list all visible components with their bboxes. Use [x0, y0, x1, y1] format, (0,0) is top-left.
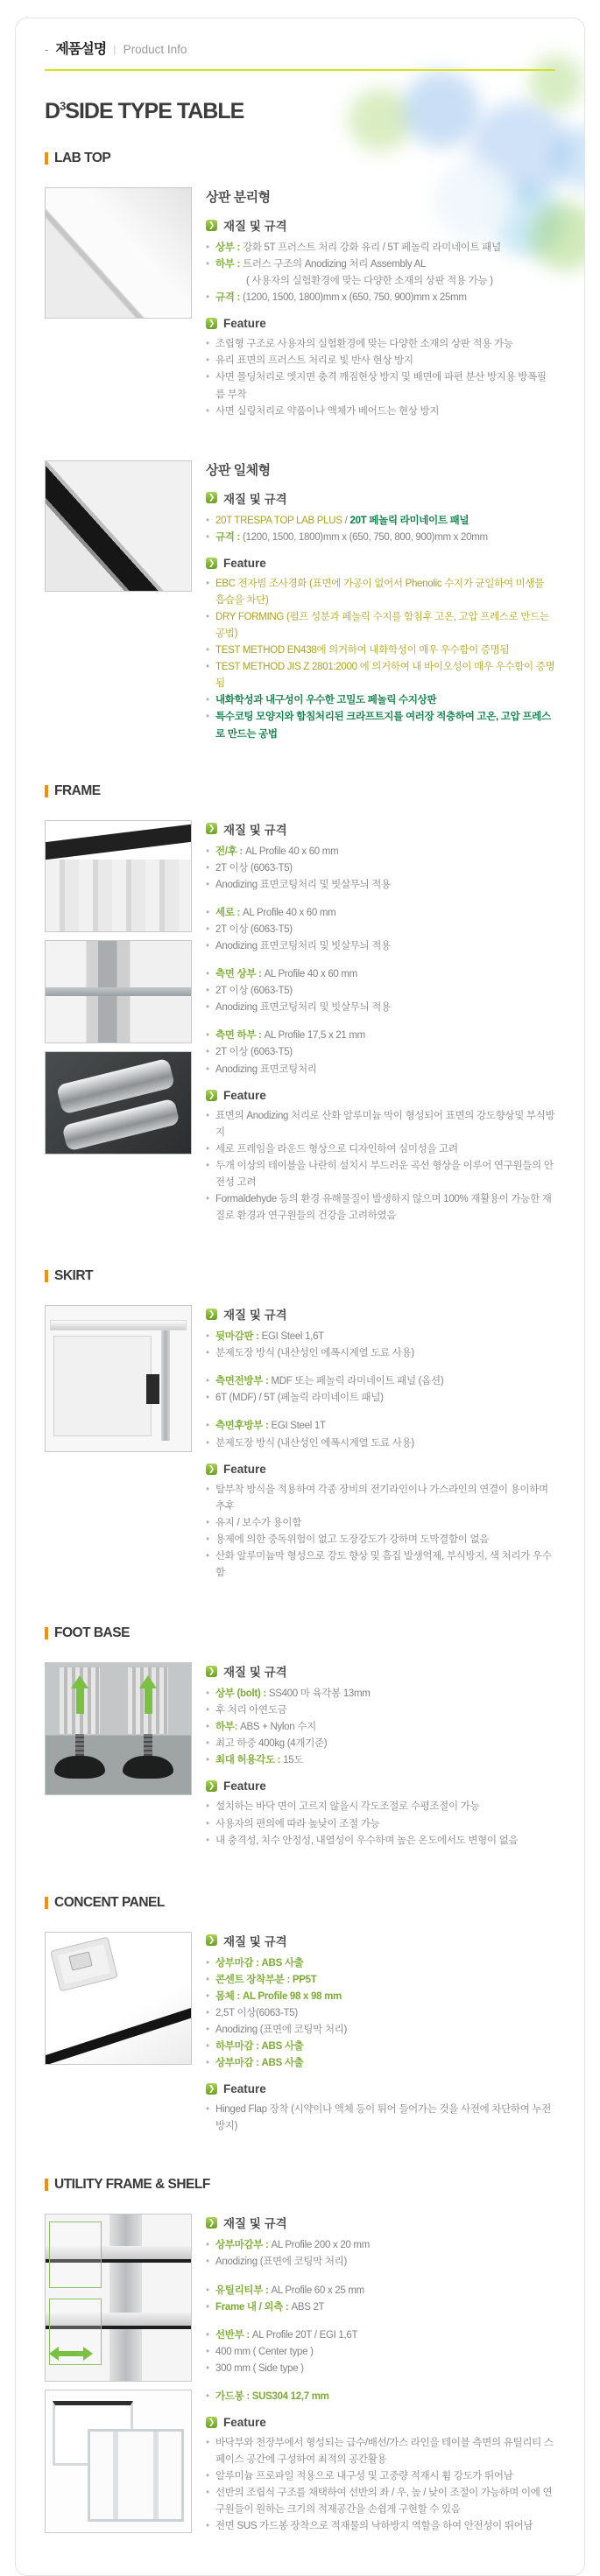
concent-block — [45, 1932, 555, 2136]
spec-item: ( 사용자의 실험환경에 맞는 다양한 소재의 상판 적용 가능 ) — [246, 276, 493, 287]
spec-list — [206, 513, 555, 546]
feature-item: • 특수코팅 모양지와 함침처리된 크라프트지를 여러장 적층하여 고온, 고압 프레스로 만드는 공법 — [206, 709, 555, 742]
spec-item: • Anodizing (표면에 코팅막 처리) — [206, 2022, 555, 2039]
feature-item: • 설치하는 바닥 면이 고르지 않을시 각도조절로 수평조절이 가능 — [206, 1799, 555, 1815]
spec-item: • 뒷마감판 : EGI Steel 1,6T — [206, 1329, 555, 1345]
spec-item: • 콘센트 장착부분 : PP5T — [206, 1972, 555, 1989]
spec-item: • Anodizing 표면코팅처리 및 빗살무늬 적용 — [206, 1000, 555, 1016]
arrow-badge-icon: ❯ — [206, 558, 217, 569]
section-heading-concent: CONCENT PANEL — [45, 1895, 555, 1911]
spec-item: • 가드봉 : SUS304 12,7 mm — [206, 2389, 555, 2405]
spec-list — [206, 240, 555, 306]
section-heading-labtop: LAB TOP — [45, 151, 555, 166]
product-info-card — [15, 18, 585, 2576]
header-title: 제품설명 — [55, 42, 107, 57]
arrow-badge-icon: ❯ — [206, 2217, 217, 2229]
spec-item: • 몸체 : AL Profile 98 x 98 mm — [206, 1989, 555, 2005]
header-subtitle: Product Info — [123, 43, 187, 56]
feature-item: • 유리 표면의 프러스트 처리로 빛 반사 현상 방지 — [206, 353, 555, 369]
feature-item: • TEST METHOD EN438에 의거하여 내화학성이 매우 우수함이 증명됨 — [206, 642, 555, 659]
labtop-separated-block — [45, 187, 555, 420]
arrow-badge-icon: ❯ — [206, 1309, 217, 1320]
spec-heading: ❯ 재질 및 규격 — [206, 2214, 555, 2231]
feature-item: • 표면의 Anodizing 처리로 산화 알루미늄 막이 형성되어 표면의 강도향상및 부식방지 — [206, 1108, 555, 1141]
spec-item: • 측면후방부 : EGI Steel 1T — [206, 1418, 555, 1435]
feature-list — [206, 336, 555, 419]
feature-heading: ❯ Feature — [206, 557, 555, 570]
spec-item: • 최고 하중 400kg (4개기준) — [206, 1736, 555, 1752]
spec-item: • 하부 : 트러스 구조의 Anodizing 처리 Assembly AL — [206, 256, 555, 273]
feature-heading: ❯ Feature — [206, 1089, 555, 1102]
section-heading-frame: FRAME — [45, 783, 555, 799]
spec-item: • 300 mm ( Side type ) — [206, 2361, 555, 2377]
arrow-badge-icon: ❯ — [206, 1780, 217, 1792]
utility-block — [45, 2214, 555, 2535]
feature-item: • 내화학성과 내구성이 우수한 고밀도 페놀릭 수지상판 — [206, 692, 555, 709]
spec-item: • Anodizing 표면코팅처리 및 빗살무늬 적용 — [206, 938, 555, 955]
spec-item: • 전/후 : AL Profile 40 x 60 mm — [206, 844, 555, 860]
spec-item: • 최대 허용각도 : 15도 — [206, 1752, 555, 1769]
section-marker — [45, 1897, 48, 1909]
feature-item: • DRY FORMING (펄프 성분과 페놀릭 수지를 함침후 고온, 고압 프레스로 만드는 공법) — [206, 609, 555, 642]
feature-item: • 두개 이상의 테이블을 나란히 설치시 부드러운 곡선 형상을 이루어 연구원들의 안전성 고려 — [206, 1158, 555, 1191]
feature-list — [206, 1799, 555, 1849]
feature-list — [206, 2435, 555, 2535]
labtop-integrated-image — [45, 460, 192, 592]
spec-item: • 상부마감부 : AL Profile 200 x 20 mm — [206, 2237, 555, 2254]
spec-heading: ❯ 재질 및 규격 — [206, 1662, 555, 1680]
frame-corner-image — [45, 820, 192, 932]
utility-shelf-image — [45, 2214, 192, 2382]
frame-column-image — [45, 940, 192, 1043]
section-marker — [45, 1270, 48, 1282]
frame-profile-image — [45, 1051, 192, 1155]
feature-list — [206, 576, 555, 743]
feature-item: • 바닥부와 천장부에서 형성되는 급수/배선/가스 라인을 테이블 측면의 유틸리티 스페이스 공간에 구성하여 최적의 공간활용 — [206, 2435, 555, 2468]
spec-list — [206, 844, 555, 1078]
spec-item: • 분제도장 방식 (내산성인 에폭시계열 도료 사용) — [206, 1345, 555, 1362]
feature-list — [206, 2102, 555, 2135]
footbase-image — [45, 1662, 192, 1795]
spec-item: • 분제도장 방식 (내산성인 에폭시계열 도료 사용) — [206, 1435, 555, 1452]
spec-item: • 상부 (bolt) : SS400 마 육각봉 13mm — [206, 1686, 555, 1702]
spec-item: • 6T (MDF) / 5T (페놀릭 라미네이트 패널) — [206, 1390, 555, 1407]
feature-list — [206, 1108, 555, 1225]
frame-block — [45, 820, 555, 1225]
spec-item: • 상부마감 : ABS 사출 — [206, 1955, 555, 1972]
arrow-badge-icon: ❯ — [206, 1666, 217, 1677]
spec-item: • 2,5T 이상(6063-T5) — [206, 2005, 555, 2022]
green-horizontal-arrow — [58, 2351, 84, 2356]
header-dash: - — [45, 43, 49, 56]
spec-item: • 유틸리티부 : AL Profile 60 x 25 mm — [206, 2283, 555, 2299]
yellow-divider — [45, 69, 555, 71]
labtop-integrated-block — [45, 460, 555, 743]
feature-heading: ❯ Feature — [206, 2082, 555, 2095]
spec-list — [206, 1329, 555, 1451]
spec-item: • 2T 이상 (6063-T5) — [206, 922, 555, 938]
spec-list — [206, 2237, 555, 2405]
utility-table-image — [45, 2390, 192, 2533]
spec-heading: ❯ 재질 및 규격 — [206, 1932, 555, 1949]
section-marker — [45, 152, 48, 165]
spec-item: • 2T 이상 (6063-T5) — [206, 983, 555, 1000]
feature-item: • 알루미늄 프로파일 적용으로 내구성 및 고중량 적재시 휨 강도가 뛰어남 — [206, 2468, 555, 2485]
spec-item: • 세로 : AL Profile 40 x 60 mm — [206, 905, 555, 922]
spec-item: • Frame 내 / 외측 : ABS 2T — [206, 2299, 555, 2316]
spec-item: • 선반부 : AL Profile 20T / EGI 1,6T — [206, 2327, 555, 2344]
arrow-badge-icon: ❯ — [206, 1463, 217, 1475]
feature-item: • 탈부착 방식을 적용하여 각종 장비의 전기라인이나 가스라인의 연결이 용이하며 추후 — [206, 1482, 555, 1515]
feature-item: • 사용자의 편의에 따라 높낮이 조절 가능 — [206, 1816, 555, 1833]
header-separator: | — [113, 43, 116, 56]
spec-list — [206, 1686, 555, 1769]
feature-item: • Formaldehyde 등의 환경 유해물질이 발생하지 않으며 100% 재활용이 가능한 재질로 환경과 연구원들의 건강을 고려하였음 — [206, 1191, 555, 1225]
arrow-badge-icon: ❯ — [206, 1934, 217, 1946]
feature-item: • 내 충격성, 치수 안정성, 내열성이 우수하며 높은 온도에서도 변형이 없음 — [206, 1833, 555, 1850]
feature-heading: ❯ Feature — [206, 2416, 555, 2429]
spec-heading: ❯ 재질 및 규격 — [206, 1305, 555, 1323]
spec-item: • 하부마감 : ABS 사출 — [206, 2039, 555, 2055]
page-title: $D^3SIDE$ TYPE TABLE — [45, 99, 244, 123]
section-heading-footbase: FOOT BASE — [45, 1625, 555, 1641]
feature-list — [206, 1482, 555, 1582]
arrow-badge-icon: ❯ — [206, 2417, 217, 2428]
spec-item: • 측면 하부 : AL Profile 17,5 x 21 mm — [206, 1028, 555, 1044]
arrow-badge-icon: ❯ — [206, 2083, 217, 2095]
spec-item: • Anodizing 표면코팅처리 — [206, 1062, 555, 1078]
arrow-badge-icon: ❯ — [206, 823, 217, 834]
spec-item: • 20T TRESPA TOP LAB PLUS / 20T 페놀릭 라미네이트 패널 — [206, 513, 555, 530]
page-header — [45, 38, 555, 58]
feature-heading: ❯ Feature — [206, 317, 555, 330]
feature-item: • 사면 몰딩처리로 엣지면 충격 깨짐현상 방지 및 배면에 파편 분산 방지용 방폭필름 부착 — [206, 369, 555, 403]
section-heading-utility: UTILITY FRAME & SHELF — [45, 2177, 555, 2193]
labtop-separated-image — [45, 187, 192, 319]
skirt-block — [45, 1305, 555, 1582]
footbase-block — [45, 1662, 555, 1850]
arrow-badge-icon: ❯ — [206, 492, 217, 503]
section-marker — [45, 2179, 48, 2191]
feature-item: • 조립형 구조로 사용자의 실험환경에 맞는 다양한 소재의 상판 적용 가능 — [206, 336, 555, 353]
skirt-image — [45, 1305, 192, 1452]
spec-item: • 측면전방부 : MDF 또는 페놀릭 라미네이트 패널 (옵션) — [206, 1373, 555, 1390]
feature-item: • TEST METHOD JIS Z 2801:2000 에 의거하여 내 바이오성이 매우 우수함이 증명됨 — [206, 659, 555, 692]
spec-item: • 후 처리 아연도금 — [206, 1702, 555, 1719]
feature-heading: ❯ Feature — [206, 1779, 555, 1793]
spec-heading: ❯ 재질 및 규격 — [206, 216, 555, 234]
spec-heading: ❯ 재질 및 규격 — [206, 489, 555, 507]
spec-item: • Anodizing 표면코팅처리 및 빗살무늬 적용 — [206, 877, 555, 894]
feature-item: • 사면 실링처리로 약품이나 액체가 베어드는 현상 방지 — [206, 404, 555, 420]
arrow-badge-icon: ❯ — [206, 220, 217, 231]
spec-item: • 규격 : (1200, 1500, 1800)mm x (650, 750, 900)mm x 25mm — [206, 290, 555, 306]
feature-heading: ❯ Feature — [206, 1463, 555, 1476]
spec-item: • 규격 : (1200, 1500, 1800)mm x (650, 750, 800, 900)mm x 20mm — [206, 530, 555, 546]
green-up-arrow — [71, 1675, 88, 1688]
feature-item: • Hinged Flap 장착 (시약이나 액체 등이 튀어 들어가는 것을 사전에 차단하여 누전방지) — [206, 2102, 555, 2135]
section-heading-skirt: SKIRT — [45, 1268, 555, 1284]
spec-item: • 2T 이상 (6063-T5) — [206, 1044, 555, 1061]
section-marker — [45, 1627, 48, 1639]
spec-item: • 측면 상부 : AL Profile 40 x 60 mm — [206, 966, 555, 983]
section-marker — [45, 785, 48, 797]
block-subtitle: 상판 일체형 — [206, 462, 271, 478]
arrow-badge-icon: ❯ — [206, 1090, 217, 1101]
spec-item: • 400 mm ( Center type ) — [206, 2344, 555, 2361]
feature-item: • 전면 SUS 가드봉 장착으로 적재물의 낙하방지 역할을 하여 안전성이 뛰어남 — [206, 2518, 555, 2535]
feature-item: • 선반의 조립식 구조를 채택하여 선반의 좌 / 우, 높 / 낮이 조절이 가능하며 이에 연구원들이 원하는 크기의 적재공간을 손쉽게 구현할 수 있음 — [206, 2485, 555, 2518]
feature-item: • 세로 프레임을 라운드 형상으로 디자인하여 심미성을 고려 — [206, 1141, 555, 1158]
feature-item: • 산화 알루미늄막 형성으로 강도 향상 및 흠집 발생억제, 부식방지, 색 처리가 우수함 — [206, 1548, 555, 1582]
spec-item: • 상부 : 강화 5T 프러스트 처리 강화 유리 / 5T 페놀릭 라미네이트 패널 — [206, 240, 555, 256]
arrow-badge-icon: ❯ — [206, 318, 217, 329]
spec-list — [206, 1955, 555, 2073]
spec-heading: ❯ 재질 및 규격 — [206, 820, 555, 838]
block-subtitle: 상판 분리형 — [206, 190, 271, 205]
spec-item: • 하부: ABS + Nylon 수지 — [206, 1719, 555, 1736]
spec-item: • Anodizing (표면에 코팅막 처리) — [206, 2254, 555, 2271]
feature-item: • 유지 / 보수가 용이함 — [206, 1515, 555, 1532]
feature-item: • EBC 전자빔 조사경화 (표면에 가공이 없어서 Phenolic 수지가 균일하여 미생물 흡습을 차단) — [206, 576, 555, 609]
feature-item: • 용제에 의한 중독위험이 없고 도장강도가 강하며 도막결함이 없음 — [206, 1532, 555, 1548]
green-up-arrow — [139, 1675, 157, 1688]
spec-item: • 상부마감 : ABS 사출 — [206, 2055, 555, 2072]
concent-panel-image — [45, 1932, 192, 2065]
spec-item: • 2T 이상 (6063-T5) — [206, 860, 555, 877]
